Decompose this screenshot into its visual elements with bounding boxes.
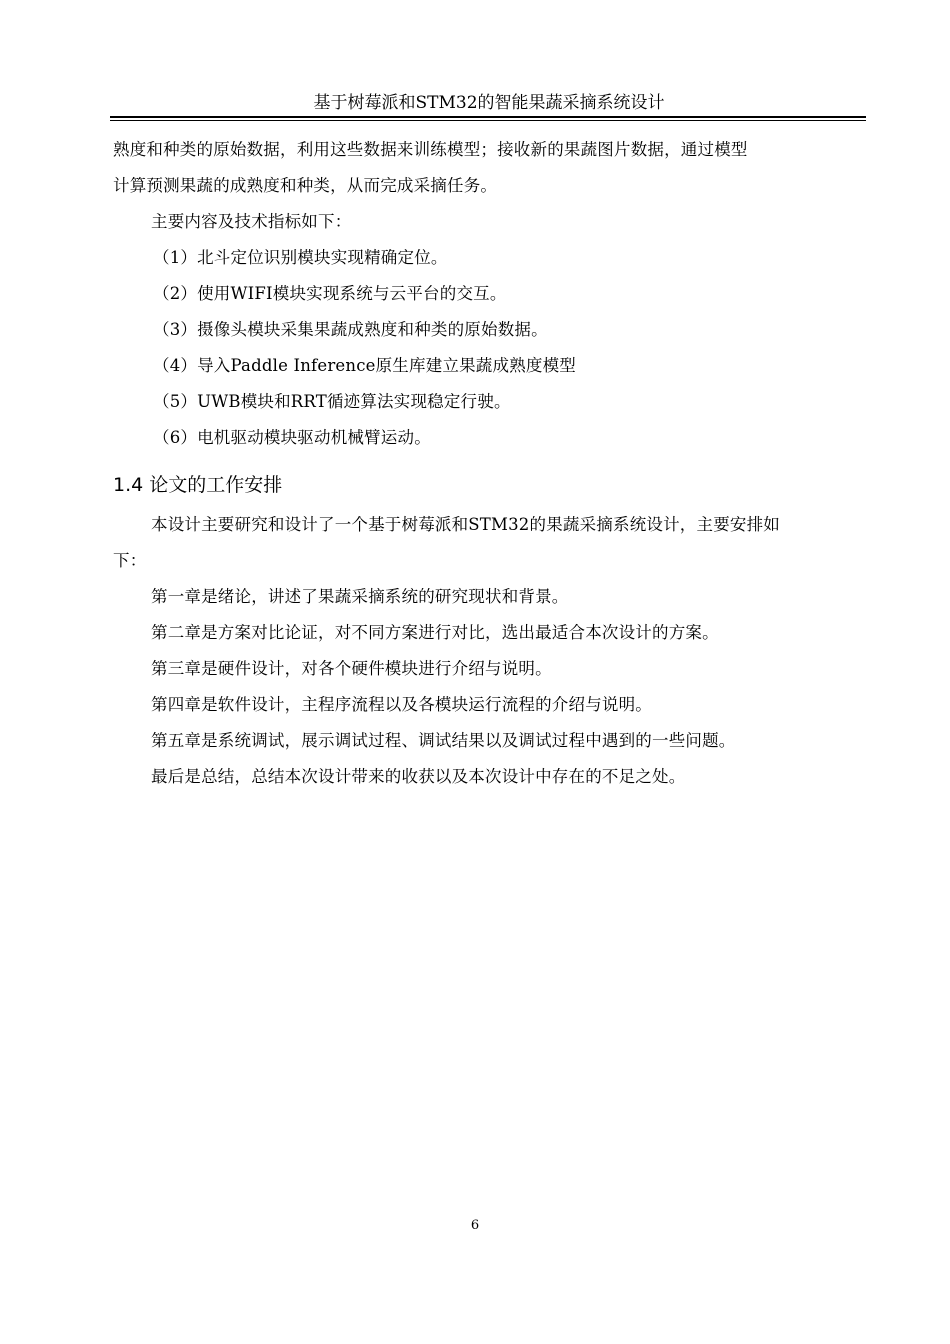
header-rule-thin — [110, 120, 866, 121]
list-item: （4）导入Paddle Inference原生库建立果蔬成熟度模型 — [153, 356, 577, 375]
list-item: （5）UWB模块和RRT循迹算法实现稳定行驶。 — [153, 392, 511, 411]
paragraph-line: 下： — [113, 551, 147, 570]
chapter-item: 第四章是软件设计，主程序流程以及各模块运行流程的介绍与说明。 — [151, 695, 652, 714]
header-rule-thick — [110, 116, 866, 118]
chapter-item: 最后是总结，总结本次设计带来的收获以及本次设计中存在的不足之处。 — [151, 767, 686, 786]
chapter-item: 第三章是硬件设计，对各个硬件模块进行介绍与说明。 — [151, 659, 552, 678]
indicators-lead: 主要内容及技术指标如下： — [151, 212, 352, 231]
running-header: 基于树莓派和STM32的智能果蔬采摘系统设计 — [313, 93, 665, 113]
list-item: （1）北斗定位识别模块实现精确定位。 — [153, 248, 448, 267]
chapter-item: 第二章是方案对比论证，对不同方案进行对比，选出最适合本次设计的方案。 — [151, 623, 719, 642]
chapter-item: 第一章是绪论，讲述了果蔬采摘系统的研究现状和背景。 — [151, 587, 569, 606]
paragraph-line: 本设计主要研究和设计了一个基于树莓派和STM32的果蔬采摘系统设计，主要安排如 — [151, 515, 780, 534]
page-number: 6 — [470, 1218, 480, 1233]
chapter-item: 第五章是系统调试，展示调试过程、调试结果以及调试过程中遇到的一些问题。 — [151, 731, 736, 750]
list-item: （3）摄像头模块采集果蔬成熟度和种类的原始数据。 — [153, 320, 548, 339]
section-heading: 1.4 论文的工作安排 — [113, 474, 283, 496]
list-item: （2）使用WIFI模块实现系统与云平台的交互。 — [153, 284, 507, 303]
paragraph-line: 计算预测果蔬的成熟度和种类，从而完成采摘任务。 — [113, 176, 498, 195]
list-item: （6）电机驱动模块驱动机械臂运动。 — [153, 428, 431, 447]
paragraph-line: 熟度和种类的原始数据，利用这些数据来训练模型；接收新的果蔬图片数据，通过模型 — [113, 140, 748, 159]
